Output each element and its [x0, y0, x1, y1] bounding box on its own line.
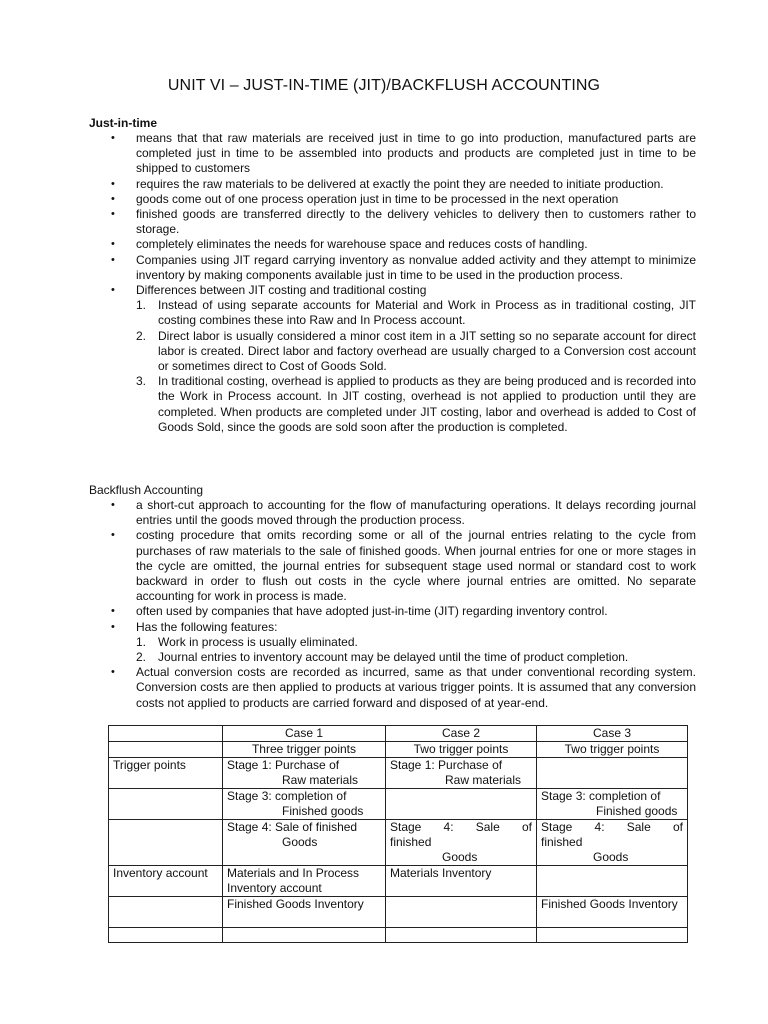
table-cell: [537, 758, 688, 789]
cell-word: Sale: [475, 820, 500, 834]
item-text: In traditional costing, overhead is applied to products as they are being produced and is recorded into the Work in Process account. In JIT costing, overhead is not applied to production until they are completed. When products are completed under JIT costing, labor and overhead is added to Cost of Goods Sold, since the goods are sold soon after the production is completed.: [158, 374, 696, 434]
backflush-bullet: [108, 498, 696, 528]
cell-line: Stage 1: Purchase of: [390, 758, 503, 772]
cell-line: Stage 3: completion of: [541, 789, 661, 803]
feature-item: [136, 635, 696, 650]
jit-bullet: [108, 131, 696, 177]
header-case-2: Case 2: [386, 726, 537, 742]
jit-bullet: [108, 177, 696, 192]
bullet-text: completely eliminates the needs for warehouse space and reduces costs of handling.: [136, 237, 588, 252]
item-number: 2.: [136, 650, 147, 665]
table-cell: [386, 789, 537, 820]
backflush-bullet: [108, 604, 696, 619]
jit-bullet: [108, 192, 696, 207]
inventory-account-label: Inventory account: [109, 866, 223, 897]
bullet-text: goods come out of one process operation just in time to be processed in the next operation: [136, 191, 619, 206]
cell-line: [541, 820, 683, 835]
table-cell: [386, 928, 537, 943]
table-row: [109, 726, 688, 742]
backflush-bullet: [108, 528, 696, 604]
table-cell: [109, 742, 223, 758]
stage1-cell: [223, 758, 386, 789]
table-cell: [109, 789, 223, 820]
jit-bullet: [108, 237, 696, 252]
jit-bullet: [108, 207, 696, 237]
bullet-text: Has the following features:: [136, 619, 278, 634]
table-row: [109, 820, 688, 866]
cell-line: finished: [541, 835, 583, 849]
table-cell: [109, 820, 223, 866]
table-row: [109, 866, 688, 897]
table-cell: [386, 897, 537, 928]
cell-word: 4:: [443, 820, 454, 834]
table-cell: [537, 928, 688, 943]
item-text: Journal entries to inventory account may be delayed until the time of product completion.: [158, 650, 629, 665]
backflush-bullet: [108, 665, 696, 711]
cell-line: Goods: [593, 850, 629, 864]
stage1-cell: [386, 758, 537, 789]
item-text: Direct labor is usually considered a minor cost item in a JIT setting so no separate account for direct labor is created. Direct labor and factory overhead are usually charged to a Conversion cost account or sometimes direct to Cost of Goods Sold.: [158, 328, 696, 374]
table-cell: [109, 897, 223, 928]
jit-bullet: [108, 283, 696, 435]
stage3-cell: [537, 789, 688, 820]
jit-bullet-list: [108, 131, 696, 435]
cell-word: Sale: [626, 820, 651, 834]
jit-heading: Just-in-time: [89, 116, 158, 130]
backflush-heading: Backflush Accounting: [89, 483, 204, 497]
cell-line: Goods: [442, 850, 478, 864]
bullet-text: costing procedure that omits recording some or all of the journal entries relating to the cycle from purchases of raw materials to the sale of finished goods. When journal entries for one or more stages in the cycle are omitted, the journal entries for subsequent stage used normal or standard cost to work backward in order to flush out costs in the cycle where journal entries are omitted. No separate accounting for work in process is made.: [136, 528, 696, 604]
table-cell: [223, 928, 386, 943]
subheader-case-2: Two trigger points: [386, 742, 537, 758]
cell-line: Stage 3: completion of: [227, 789, 347, 803]
item-number: 3.: [136, 374, 147, 389]
cell-line: Finished goods: [596, 804, 678, 818]
differences-list: [136, 298, 696, 435]
table-row: [109, 928, 688, 943]
features-list: [136, 635, 696, 665]
table-row: [109, 789, 688, 820]
bullet-text: a short-cut approach to accounting for the flow of manufacturing operations. It delays recording journal entries until the goods moved through the production process.: [136, 498, 696, 528]
difference-item: [136, 298, 696, 328]
item-text: Work in process is usually eliminated.: [158, 634, 358, 649]
trigger-points-table: [108, 725, 688, 943]
page-title: UNIT VI – JUST-IN-TIME (JIT)/BACKFLUSH ACCOUNTING: [167, 77, 601, 94]
stage4-cell: [223, 820, 386, 866]
cell-line: finished: [390, 835, 432, 849]
backflush-bullet: [108, 620, 696, 666]
cell-line: Raw materials: [445, 773, 522, 787]
stage3-cell: [223, 789, 386, 820]
subheader-case-3: Two trigger points: [537, 742, 688, 758]
table-cell: Finished Goods Inventory: [223, 897, 386, 928]
cell-word: 4:: [594, 820, 605, 834]
table-cell: [109, 928, 223, 943]
difference-item: [136, 329, 696, 375]
bullet-text: finished goods are transferred directly to the delivery vehicles to delivery then to customers rather to storage.: [136, 207, 696, 237]
header-case-3: Case 3: [537, 726, 688, 742]
stage4-cell: [386, 820, 537, 866]
bullet-text: requires the raw materials to be delivered at exactly the point they are needed to initiate production.: [136, 176, 664, 191]
bullet-text: Actual conversion costs are recorded as incurred, same as that under conventional recording system. Conversion costs are then applied to products at various trigger points. It is assumed that any conversion costs not applied to products are carried forward and disposed of at year-end.: [136, 665, 696, 710]
item-text: Instead of using separate accounts for Material and Work in Process as in traditional costing, JIT costing combines these into Raw and In Process account.: [158, 298, 696, 328]
table-cell: Materials and In Process Inventory account: [223, 866, 386, 897]
bullet-text: often used by companies that have adopted just-in-time (JIT) regarding inventory control.: [136, 604, 608, 619]
jit-bullet: [108, 253, 696, 283]
table-row: [109, 742, 688, 758]
table-row: [109, 758, 688, 789]
table-cell: Finished Goods Inventory: [537, 897, 688, 928]
table-cell: [109, 726, 223, 742]
bullet-text: Companies using JIT regard carrying inventory as nonvalue added activity and they attempt to minimize inventory by making components available just in time to be used in the production process.: [136, 252, 696, 282]
cell-word: of: [672, 820, 683, 834]
backflush-bullet-list: [108, 498, 696, 711]
bullet-text: means that that raw materials are received just in time to go into production, manufactured parts are completed just in time to be assembled into products and products are completed just in time to be shipped to customers: [136, 131, 696, 176]
stage4-cell: [537, 820, 688, 866]
cell-line: Finished goods: [282, 804, 364, 818]
cell-line: Goods: [282, 835, 318, 849]
table-row: [109, 897, 688, 928]
cell-word: Stage: [390, 820, 422, 834]
cell-line: Raw materials: [282, 773, 359, 787]
difference-item: [136, 374, 696, 435]
trigger-points-label: Trigger points: [109, 758, 223, 789]
cell-word: Stage: [541, 820, 573, 834]
cell-line: Stage 4: Sale of finished: [227, 820, 358, 834]
bullet-text: Differences between JIT costing and traditional costing: [136, 283, 427, 298]
cell-word: of: [521, 820, 532, 834]
item-number: 1.: [136, 298, 147, 313]
item-number: 1.: [136, 634, 147, 649]
table-cell: Materials Inventory: [386, 866, 537, 897]
table-cell: [537, 866, 688, 897]
subheader-case-1: Three trigger points: [223, 742, 386, 758]
item-number: 2.: [136, 328, 147, 343]
feature-item: [136, 650, 696, 665]
cell-line: [390, 820, 532, 835]
header-case-1: Case 1: [223, 726, 386, 742]
cell-line: Stage 1: Purchase of: [227, 758, 340, 772]
